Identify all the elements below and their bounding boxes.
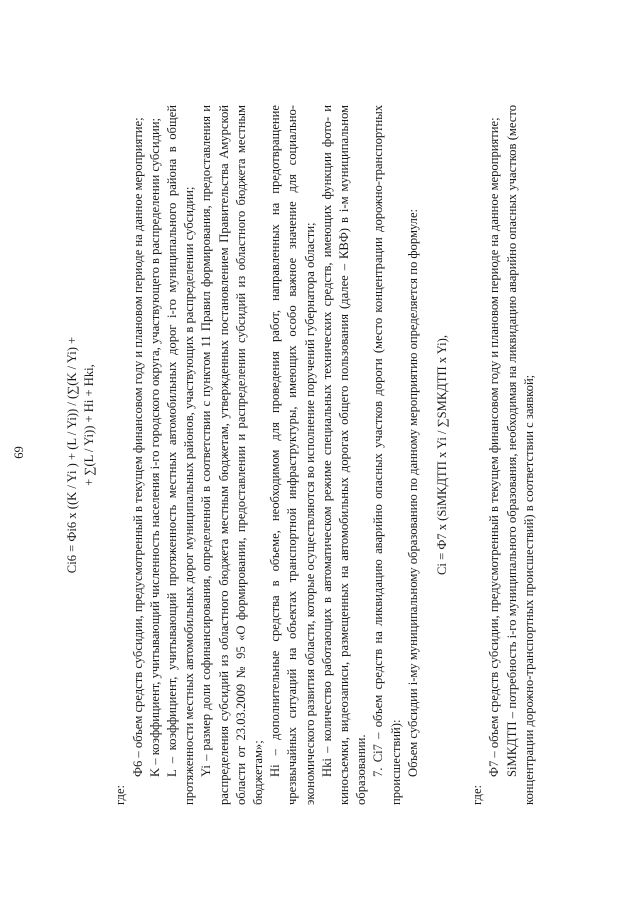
page-number: 69 [12,446,26,459]
definition-yi: Yi – размер доли софинансирования, определенной в соответствии с пунктом 11 Правил формирования, предоставления и распределения субсидий из областного бюджета местным бюджетам, утвержденных постановлением Правительства Амурской области от 23.03.2009 № 95 «О формировании, предоставлении и распределении субсидий из областного бюджета местным бюджетам»; [199,105,266,805]
formula-subsidy-7: Ci = Ф7 x (SiМКДТП x Yi / ∑SМКДТП x Yi), [435,335,450,575]
item-7-heading: 7. Ci7 – объем средств на ликвидацию аварийно опасных участков дороги (место концентрации дорожно-транспортных происшествий): [371,105,403,805]
definition-simkdtp: SiМКДТП – потребность i-го муниципального образования, необходимая на ликвидацию аварийно опасных участков (место концентрации дорожно-транспортных происшествий) в соответствии с заявкой; [504,105,536,805]
formula-subsidy-6-line-1: Ci6 = Фi6 x ((K / Yi ) + (L / Yi)) / (∑(K / Yi) + [65,336,79,574]
document-body [58,105,538,805]
definition-f7: Ф7 – объем средств субсидии, предусмотренный в текущем финансовом году и плановом периоде на данное мероприятие; [487,117,502,777]
item-7-subtext: Объем субсидии i-му муниципальному образованию по данному мероприятию определяется по формуле: [405,208,420,777]
definition-hki: Hki – количество работающих в автоматическом режиме специальных технических средств, имеющих функции фото- и киносъемки, видеозаписи, размещенных на автомобильных дорогах общего пользования (далее – КВФ) в i-м муниципальном образовании. [319,105,369,805]
definition-hi: Hi – дополнительные средства в объеме, необходимом для проведения работ, направленных на предотвращение чрезвычайных ситуаций на объектах транспортной инфраструктуры, имеющих особо важное значение для социально-экономического развития области, которые осуществляются во исполнение поручений губернатора области; [268,105,317,805]
definition-l: L – коэффициент, учитывающий протяженность местных автомобильных дорог i-го муниципального района в общей протяженности местных автомобильных дорог муниципальных районов, участвующих в распределении субсидии; [165,105,197,805]
formula-subsidy-6-line-2: + ∑(L / Yi)) + Hi + Hki, [82,364,97,486]
where-label: где: [113,784,128,805]
definition-f6: Ф6 – объем средств субсидии, предусмотренный в текущем финансовом году и плановом периоде на данное мероприятие; [130,117,145,777]
definition-k: K – коэффициент, учитывающий численность населения i-го городского округа, участвующего в распределении субсидии; [147,117,162,777]
where-label-2: где: [470,784,485,805]
